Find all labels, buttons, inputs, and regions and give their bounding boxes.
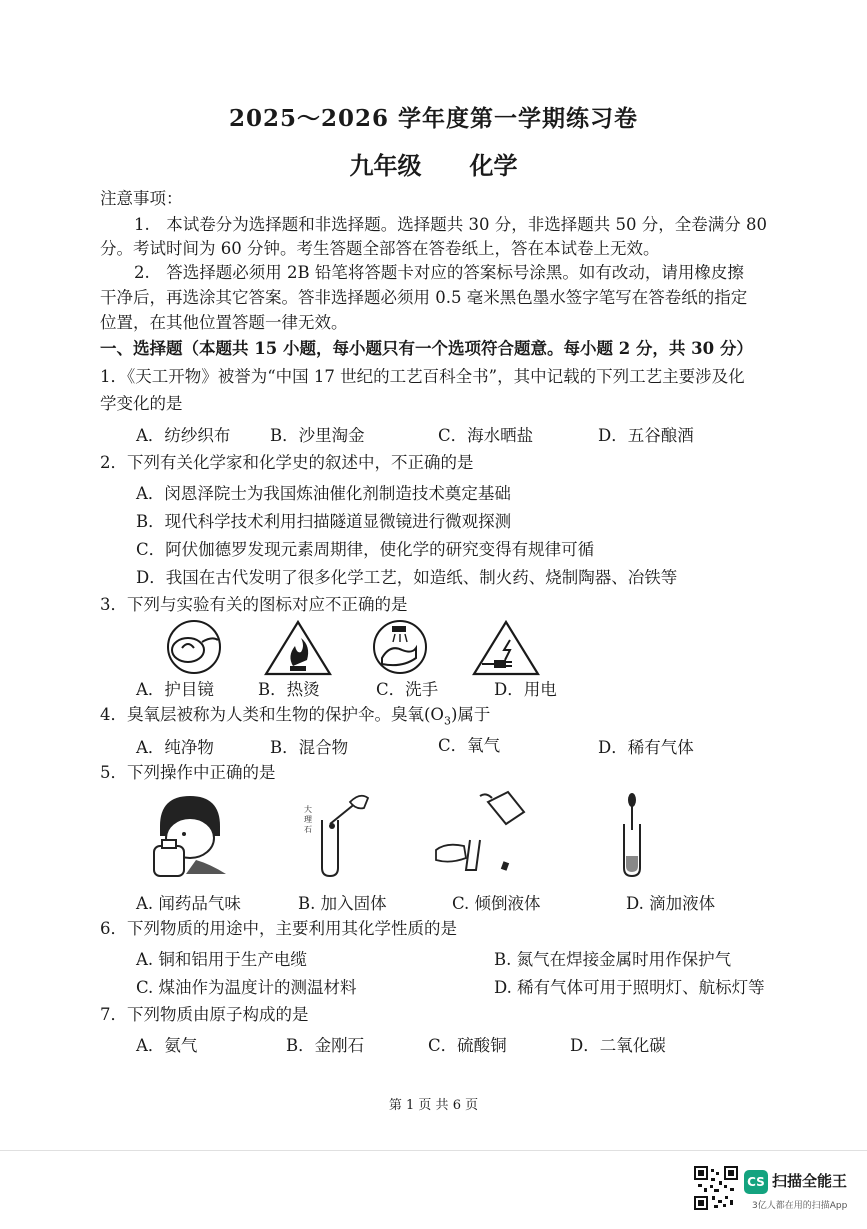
qr-code-icon <box>694 1166 738 1210</box>
q1-option-d: D．五谷酿酒 <box>598 426 694 445</box>
notice-line: 干净后，再选涂其它答案。答非选择题必须用 0.5 毫米黑色墨水签字笔写在答卷纸的指定 <box>100 288 748 307</box>
q2-option-d: D．我国在古代发明了很多化学工艺，如造纸、制火药、烧制陶器、冶铁等 <box>136 568 678 587</box>
q6-option-a: A. 铜和铝用于生产电缆 <box>136 950 307 969</box>
question-1-stem: 1．《天工开物》被誉为“中国 17 世纪的工艺百科全书”，其中记载的下列工艺主要涉及化 <box>100 367 745 386</box>
marble-label-char: 大 <box>304 805 312 814</box>
q1-option-b: B．沙里淘金 <box>270 426 365 445</box>
notice-line: 1. 本试卷分为选择题和非选择题。选择题共 30 分，非选择题共 50 分，全卷满分 80 <box>134 215 767 234</box>
question-1-stem-cont: 学变化的是 <box>100 394 183 413</box>
adding-solid-figure <box>304 796 368 876</box>
q5-option-a: A. 闻药品气味 <box>136 894 241 913</box>
notice-line: 位置，在其他位置答题一律无效。 <box>100 313 348 332</box>
electricity-warning-icon <box>474 622 538 674</box>
q4-option-a: A．纯净物 <box>136 738 214 757</box>
subject-label: 化学 <box>469 151 518 180</box>
q6-option-c: C. 煤油作为温度计的测温材料 <box>136 978 357 997</box>
question-3-stem: 3．下列与实验有关的图标对应不正确的是 <box>100 595 408 614</box>
marble-label-char: 石 <box>304 825 312 834</box>
q4-option-b: B．混合物 <box>270 738 349 757</box>
q4-stem-post: )属于 <box>450 705 491 724</box>
q3-option-a: A．护目镜 <box>136 680 214 699</box>
q2-option-b: B．现代科学技术利用扫描隧道显微镜进行微观探测 <box>136 512 512 531</box>
q7-option-c: C．硫酸铜 <box>428 1036 507 1055</box>
q3-option-c: C．洗手 <box>376 680 439 699</box>
wash-hands-icon <box>374 621 426 673</box>
q6-option-d: D. 稀有气体可用于照明灯、航标灯等 <box>494 978 765 997</box>
q7-option-b: B．金刚石 <box>286 1036 365 1055</box>
q5-option-b: B. 加入固体 <box>298 894 387 913</box>
smelling-figure <box>154 796 226 876</box>
question-5-stem: 5．下列操作中正确的是 <box>100 763 276 782</box>
q3-option-b: B．热烫 <box>258 680 320 699</box>
q1-option-c: C．海水晒盐 <box>438 426 534 445</box>
pouring-liquid-figure <box>436 792 524 871</box>
q4-option-c: C．氧气 <box>438 736 501 755</box>
question-2-stem: 2．下列有关化学家和化学史的叙述中，不正确的是 <box>100 453 474 472</box>
q3-option-d: D．用电 <box>494 680 557 699</box>
marble-label-char: 理 <box>304 815 312 824</box>
notice-line: 分。考试时间为 60 分钟。考生答题全部答在答卷纸上，答在本试卷上无效。 <box>100 239 660 258</box>
q7-option-a: A．氨气 <box>136 1036 198 1055</box>
page-number: 第 1 页 共 6 页 <box>388 1098 479 1113</box>
q5-option-c: C. 倾倒液体 <box>452 894 541 913</box>
dropping-liquid-figure <box>624 793 640 876</box>
question-7-stem: 7．下列物质由原子构成的是 <box>100 1005 309 1024</box>
page-title: 2025～2026 学年度第一学期练习卷 <box>228 105 639 132</box>
q4-option-d: D．稀有气体 <box>598 738 694 757</box>
q2-option-c: C．阿伏伽德罗发现元素周期律，使化学的研究变得有规律可循 <box>136 540 595 559</box>
section-heading: 一、选择题（本题共 15 小题，每小题只有一个选项符合题意。每小题 2 分，共 30 分） <box>100 339 753 358</box>
q7-option-d: D．二氧化碳 <box>570 1036 666 1055</box>
notice-line: 2. 答选择题必须用 2B 铅笔将答题卡对应的答案标号涂黑。如有改动，请用橡皮擦 <box>134 263 744 282</box>
safety-icons-row <box>160 618 560 676</box>
question-6-stem: 6．下列物质的用途中，主要利用其化学性质的是 <box>100 919 457 938</box>
notice-heading: 注意事项： <box>100 189 183 208</box>
question-4-stem <box>100 704 780 732</box>
goggles-icon <box>168 621 220 673</box>
page-subtitle <box>0 146 867 181</box>
grade-label: 九年级 <box>349 151 422 180</box>
q4-stem-sub: 3 <box>443 714 451 728</box>
operations-figures-row <box>140 790 680 880</box>
q4-stem-pre: 4．臭氧层被称为人类和生物的保护伞。臭氧(O <box>100 705 444 724</box>
hot-warning-icon <box>266 622 330 674</box>
q1-option-a: A．纺纱织布 <box>136 426 231 445</box>
camscanner-name: 扫描全能王 <box>772 1172 848 1190</box>
camscanner-logo: CS <box>744 1170 768 1194</box>
q2-option-a: A．闵恩泽院士为我国炼油催化剂制造技术奠定基础 <box>136 484 511 503</box>
q6-option-b: B. 氮气在焊接金属时用作保护气 <box>494 950 732 969</box>
camscanner-tagline: 3亿人都在用的扫描App <box>752 1201 848 1211</box>
q5-option-d: D. 滴加液体 <box>626 894 716 913</box>
